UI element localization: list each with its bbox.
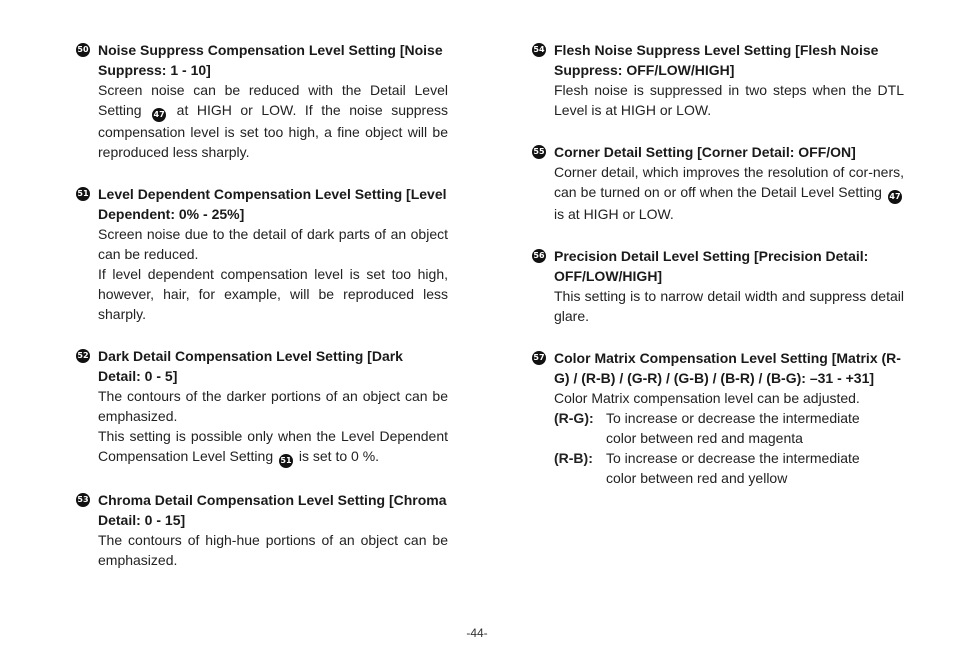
section-precision-detail (532, 246, 904, 326)
section-heading (76, 346, 448, 386)
paragraph: Screen noise due to the detail of dark parts of an object can be reduced. (98, 226, 448, 262)
section-title: Dark Detail Compensation Level Setting [Dark Detail: 0 - 5] (98, 348, 403, 384)
section-heading (532, 142, 904, 162)
paragraph: This setting is possible only when the Level Dependent Compensation Level Setting 51 is set to 0 %. (98, 426, 448, 468)
section-flesh-noise (532, 40, 904, 120)
paragraph: Corner detail, which improves the resolution of cor-ners, can be turned on or off when the Detail Level Setting 47 is at HIGH or LOW. (554, 164, 904, 222)
section-title: Corner Detail Setting [Corner Detail: OFF/ON] (554, 144, 856, 160)
section-heading (532, 246, 904, 286)
section-body (98, 80, 448, 162)
section-title: Level Dependent Compensation Level Setting [Level Dependent: 0% - 25%] (98, 186, 447, 222)
left-column (76, 40, 448, 592)
section-title: Noise Suppress Compensation Level Setting [Noise Suppress: 1 - 10] (98, 42, 443, 78)
section-corner-detail (532, 142, 904, 224)
section-body (98, 224, 448, 324)
definition-term: (R-G): (554, 410, 594, 426)
section-body (554, 80, 904, 120)
paragraph: Color Matrix compensation level can be adjusted. (554, 390, 860, 406)
circled-number-icon: 50 (76, 43, 90, 57)
section-title: Chroma Detail Compensation Level Setting [Chroma Detail: 0 - 15] (98, 492, 447, 528)
paragraph: The contours of high-hue portions of an object can be emphasized. (98, 532, 448, 568)
paragraph: If level dependent compensation level is set too high, however, hair, for example, will be reproduced less sharply. (98, 266, 448, 322)
right-column (532, 40, 904, 510)
section-body (554, 286, 904, 326)
circled-number-icon: 52 (76, 349, 90, 363)
section-color-matrix (532, 348, 904, 488)
section-heading (76, 490, 448, 530)
definition-description: To increase or decrease the intermediate color between red and magenta (606, 410, 860, 446)
section-noise-suppress (76, 40, 448, 162)
section-dark-detail (76, 346, 448, 468)
section-heading (532, 348, 904, 388)
section-title: Precision Detail Level Setting [Precision Detail: OFF/LOW/HIGH] (554, 248, 869, 284)
definition-item (554, 448, 904, 488)
section-level-dependent (76, 184, 448, 324)
section-body (98, 386, 448, 468)
section-body (554, 388, 904, 488)
section-heading (76, 184, 448, 224)
section-chroma-detail (76, 490, 448, 570)
section-body (98, 530, 448, 570)
circled-reference-icon: 47 (888, 190, 902, 204)
circled-number-icon: 53 (76, 493, 90, 507)
section-title: Color Matrix Compensation Level Setting [Matrix (R-G) / (R-B) / (G-R) / (G-B) / (B-R) / (B-G): –31 - +31] (554, 350, 901, 386)
section-title: Flesh Noise Suppress Level Setting [Flesh Noise Suppress: OFF/LOW/HIGH] (554, 42, 879, 78)
circled-number-icon: 55 (532, 145, 546, 159)
circled-reference-icon: 51 (279, 454, 293, 468)
circled-number-icon: 56 (532, 249, 546, 263)
section-heading (76, 40, 448, 80)
circled-number-icon: 57 (532, 351, 546, 365)
circled-reference-icon: 47 (152, 108, 166, 122)
paragraph: Screen noise can be reduced with the Detail Level Setting 47 at HIGH or LOW. If the noise suppress compensation level is set too high, a fine object will be reproduced less sharply. (98, 82, 449, 160)
section-heading (532, 40, 904, 80)
paragraph: Flesh noise is suppressed in two steps when the DTL Level is at HIGH or LOW. (554, 82, 904, 118)
definition-item (554, 408, 904, 448)
definition-description: To increase or decrease the intermediate color between red and yellow (606, 450, 860, 486)
paragraph: The contours of the darker portions of an object can be emphasized. (98, 388, 448, 424)
circled-number-icon: 51 (76, 187, 90, 201)
circled-number-icon: 54 (532, 43, 546, 57)
section-body (554, 162, 904, 224)
paragraph: This setting is to narrow detail width and suppress detail glare. (554, 288, 904, 324)
page-number: -44- (466, 626, 488, 640)
definition-term: (R-B): (554, 450, 593, 466)
